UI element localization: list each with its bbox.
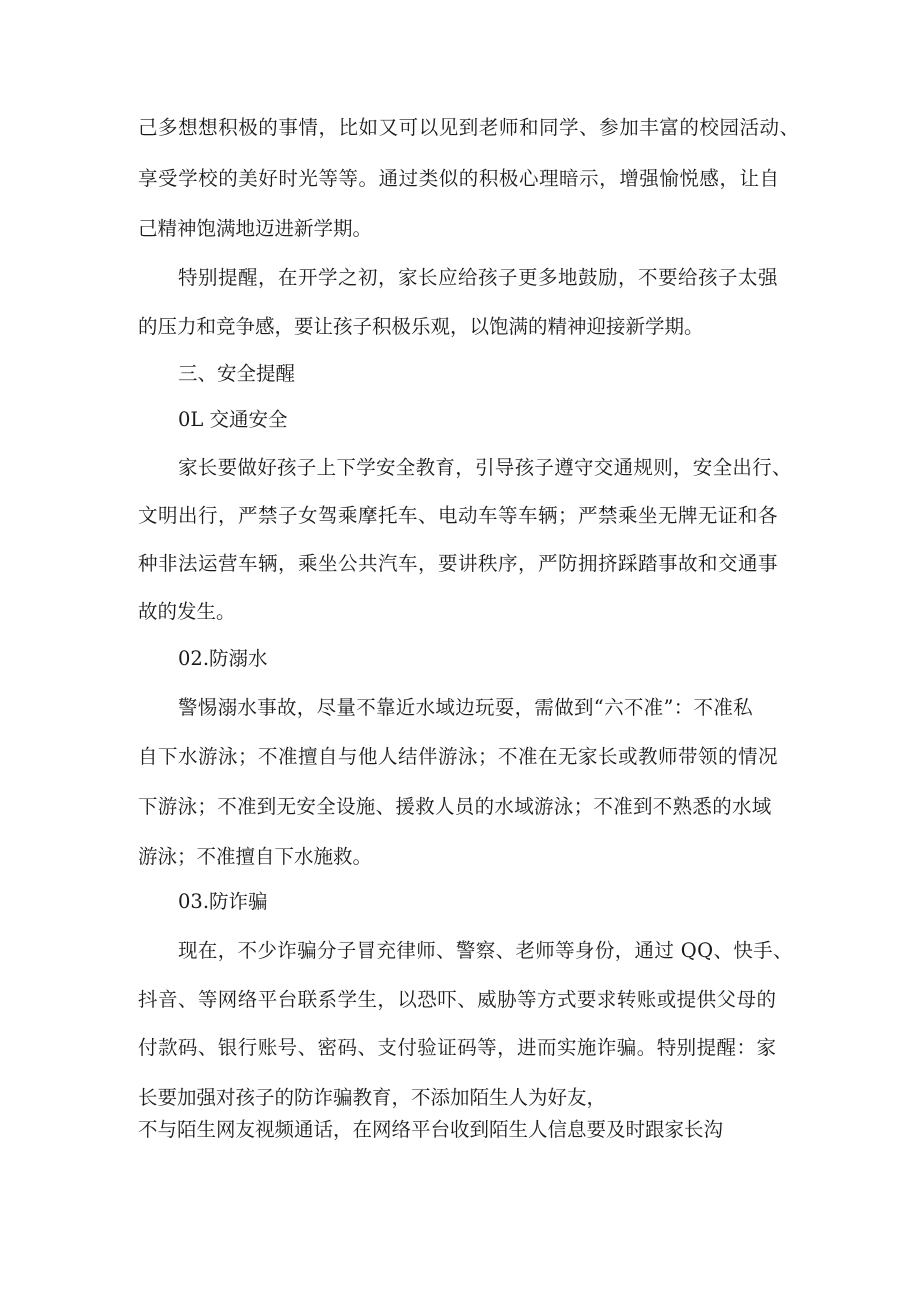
paragraph-line: 自下水游泳；不准擅自与他人结伴游泳；不准在无家长或教师带领的情况 — [138, 745, 779, 768]
subsection-heading: 0L 交通安全 — [178, 408, 288, 431]
subsection-heading: 03.防诈骗 — [178, 890, 268, 913]
paragraph-line: 家长要做好孩子上下学安全教育，引导孩子遵守交通规则，安全出行、 — [178, 456, 792, 479]
paragraph-line: 游泳；不准擅自下水施救。 — [138, 845, 373, 868]
section-heading: 三、安全提醒 — [178, 362, 296, 385]
paragraph-line: 文明出行，严禁子女驾乘摩托车、电动车等车辆；严禁乘坐无牌无证和各 — [138, 504, 779, 527]
paragraph-line: 己精神饱满地迈进新学期。 — [138, 217, 373, 240]
paragraph-line: 现在，不少诈骗分子冒充律师、警察、老师等身份，通过 QQ、快手、 — [178, 939, 793, 962]
paragraph-line: 的压力和竞争感，要让孩子积极乐观，以饱满的精神迎接新学期。 — [138, 315, 704, 338]
paragraph-line: 享受学校的美好时光等等。通过类似的积极心理暗示，增强愉悦感，让自 — [138, 167, 780, 190]
paragraph-line: 下游泳；不准到无安全设施、援救人员的水域游泳；不准到不熟悉的水域 — [138, 795, 772, 818]
paragraph-line: 抖音、等网络平台联系学生，以恐吓、威胁等方式要求转账或提供父母的 — [138, 988, 777, 1011]
subsection-heading: 02.防溺水 — [178, 647, 268, 670]
paragraph-line: 己多想想积极的事情，比如又可以见到老师和同学、参加丰富的校园活动、 — [138, 116, 800, 139]
paragraph-line: 警惕溺水事故，尽量不靠近水域边玩耍，需做到“六不准”：不准私 — [178, 696, 753, 719]
paragraph-line: 长要加强对孩子的防诈骗教育，不添加陌生人为好友， — [138, 1086, 607, 1109]
paragraph-line: 故的发生。 — [138, 600, 236, 623]
paragraph-line: 不与陌生网友视频通话，在网络平台收到陌生人信息要及时跟家长沟 — [138, 1118, 724, 1141]
paragraph-line: 种非法运营车辆，乘坐公共汽车，要讲秩序，严防拥挤踩踏事故和交通事 — [138, 552, 779, 575]
paragraph-line: 付款码、银行账号、密码、支付验证码等，进而实施诈骗。特别提醒：家 — [138, 1036, 777, 1059]
paragraph-line: 特别提醒，在开学之初，家长应给孩子更多地鼓励，不要给孩子太强 — [178, 266, 779, 289]
